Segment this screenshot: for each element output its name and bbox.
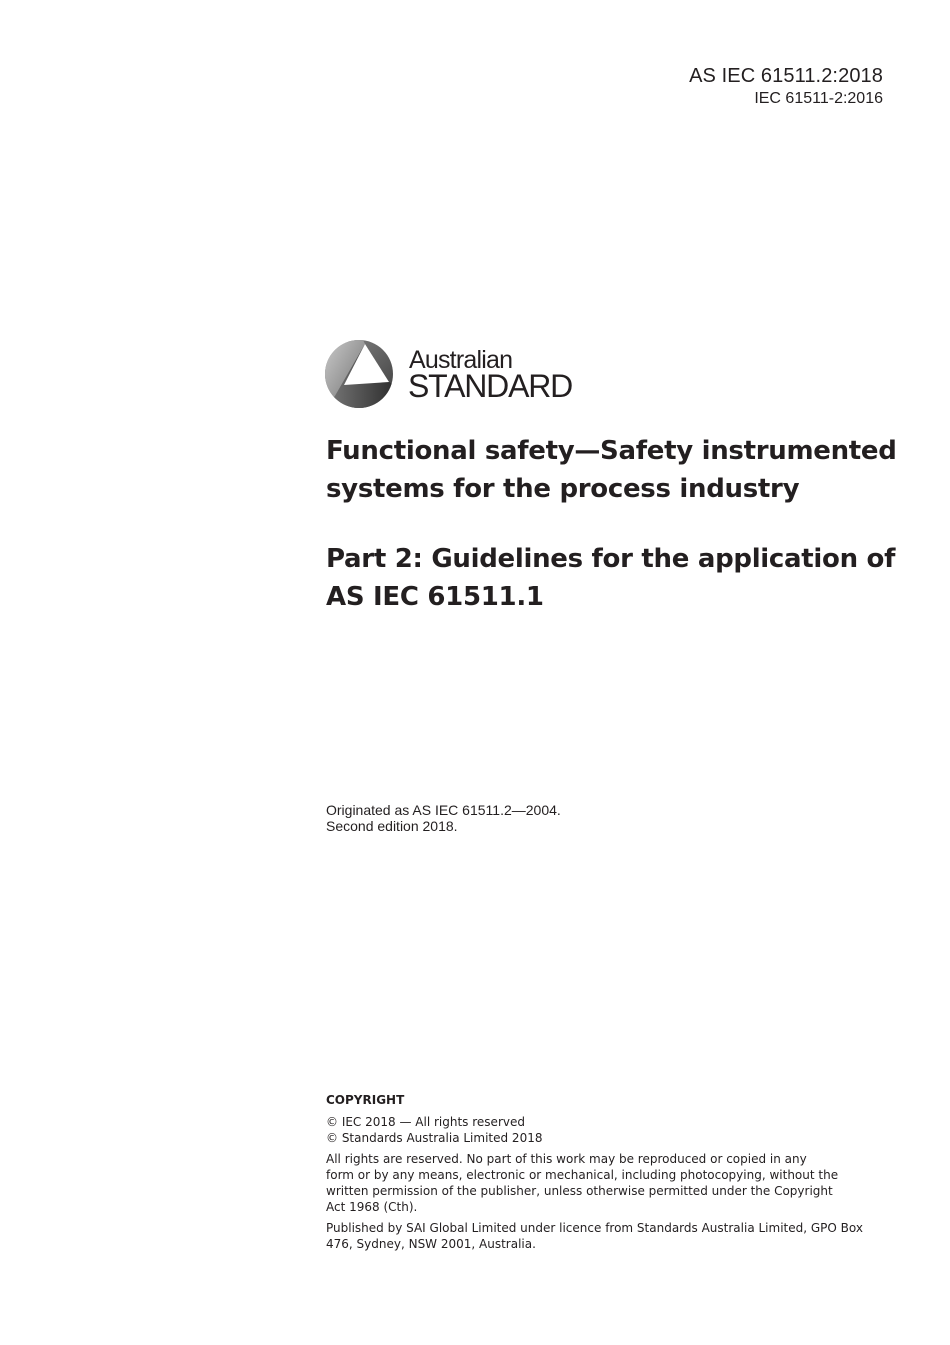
australian-standard-logo bbox=[325, 340, 585, 412]
standards-australia-emblem-icon bbox=[325, 340, 393, 408]
publisher-line: 476, Sydney, NSW 2001, Australia. bbox=[326, 1237, 536, 1251]
title-line-2: systems for the process industry bbox=[326, 474, 800, 504]
rights-statement bbox=[326, 1151, 886, 1215]
document-title bbox=[326, 432, 906, 508]
origin-line: Originated as AS IEC 61511.2—2004. bbox=[326, 802, 561, 818]
subtitle-line-1: Part 2: Guidelines for the application of bbox=[326, 544, 896, 574]
edition-history bbox=[326, 802, 561, 834]
edition-line: Second edition 2018. bbox=[326, 818, 458, 834]
document-header bbox=[689, 64, 883, 109]
copyright-section bbox=[326, 1092, 886, 1257]
sa-copyright-notice: © Standards Australia Limited 2018 bbox=[326, 1131, 543, 1145]
standard-number: AS IEC 61511.2:2018 bbox=[689, 65, 883, 87]
publisher-statement bbox=[326, 1220, 886, 1252]
document-subtitle bbox=[326, 540, 906, 616]
logo-wordmark-australian: Australian bbox=[409, 346, 513, 374]
logo-wordmark-standard: STANDARD bbox=[408, 368, 573, 404]
copyright-heading: COPYRIGHT bbox=[326, 1093, 405, 1107]
iec-number: IEC 61511-2:2016 bbox=[754, 90, 883, 107]
iec-copyright-notice: © IEC 2018 — All rights reserved bbox=[326, 1115, 525, 1129]
rights-line: written permission of the publisher, unless otherwise permitted under the Copyright bbox=[326, 1184, 833, 1198]
copyright-notices bbox=[326, 1114, 886, 1146]
title-block bbox=[326, 432, 906, 616]
rights-line: Act 1968 (Cth). bbox=[326, 1200, 418, 1214]
subtitle-line-2: AS IEC 61511.1 bbox=[326, 582, 544, 612]
rights-line: All rights are reserved. No part of this work may be reproduced or copied in any bbox=[326, 1152, 807, 1166]
publisher-line: Published by SAI Global Limited under licence from Standards Australia Limited, GPO Box bbox=[326, 1221, 863, 1235]
rights-line: form or by any means, electronic or mechanical, including photocopying, without the bbox=[326, 1168, 839, 1182]
title-line-1: Functional safety—Safety instrumented bbox=[326, 436, 897, 466]
